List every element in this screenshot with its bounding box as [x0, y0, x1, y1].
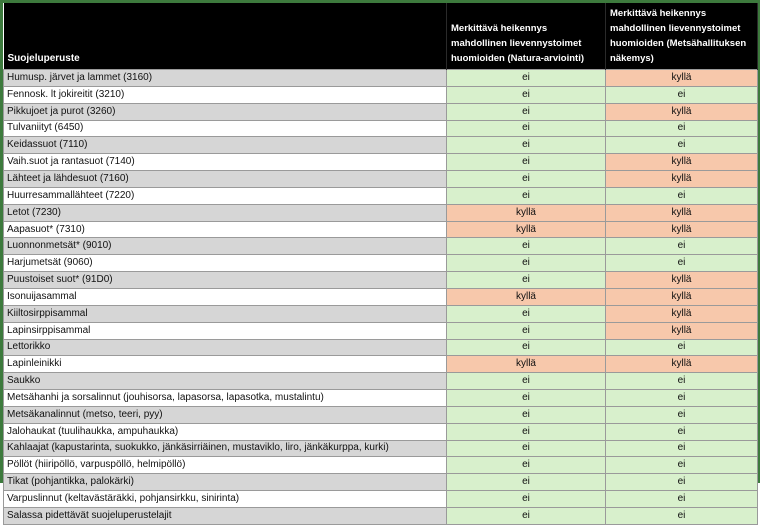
- row-name-cell: Luonnonmetsät* (9010): [4, 238, 447, 255]
- table-row: [4, 204, 758, 221]
- natura-value-cell: ei: [447, 440, 606, 457]
- protection-basis-table: [3, 3, 758, 525]
- table-row: [4, 221, 758, 238]
- row-name-cell: Vaih.suot ja rantasuot (7140): [4, 154, 447, 171]
- metsahallitus-value-cell: kyllä: [606, 70, 758, 87]
- metsahallitus-value-cell: kyllä: [606, 272, 758, 289]
- row-name-cell: Kahlaajat (kapustarinta, suokukko, jänkäsirriäinen, mustaviklo, liro, jänkäkurppa, kurki): [4, 440, 447, 457]
- row-name-cell: Jalohaukat (tuulihaukka, ampuhaukka): [4, 423, 447, 440]
- natura-value-cell: ei: [447, 474, 606, 491]
- row-name-cell: Letot (7230): [4, 204, 447, 221]
- metsahallitus-value-cell: kyllä: [606, 221, 758, 238]
- row-name-cell: Harjumetsät (9060): [4, 255, 447, 272]
- metsahallitus-value-cell: ei: [606, 86, 758, 103]
- natura-value-cell: ei: [447, 423, 606, 440]
- row-name-cell: Humusp. järvet ja lammet (3160): [4, 70, 447, 87]
- metsahallitus-value-cell: ei: [606, 491, 758, 508]
- natura-value-cell: ei: [447, 86, 606, 103]
- table-row: [4, 238, 758, 255]
- table-row: [4, 322, 758, 339]
- table-body: [4, 70, 758, 525]
- row-name-cell: Puustoiset suot* (91D0): [4, 272, 447, 289]
- metsahallitus-value-cell: ei: [606, 339, 758, 356]
- table-row: [4, 305, 758, 322]
- natura-value-cell: kyllä: [447, 221, 606, 238]
- natura-value-cell: ei: [447, 322, 606, 339]
- metsahallitus-value-cell: ei: [606, 255, 758, 272]
- natura-value-cell: ei: [447, 457, 606, 474]
- table-row: [4, 86, 758, 103]
- metsahallitus-value-cell: ei: [606, 238, 758, 255]
- natura-value-cell: ei: [447, 491, 606, 508]
- table-row: [4, 339, 758, 356]
- natura-value-cell: ei: [447, 339, 606, 356]
- metsahallitus-value-cell: ei: [606, 390, 758, 407]
- row-name-cell: Lähteet ja lähdesuot (7160): [4, 171, 447, 188]
- natura-value-cell: kyllä: [447, 204, 606, 221]
- table-row: [4, 390, 758, 407]
- natura-value-cell: ei: [447, 272, 606, 289]
- table-row: [4, 103, 758, 120]
- metsahallitus-value-cell: kyllä: [606, 305, 758, 322]
- row-name-cell: Pikkujoet ja purot (3260): [4, 103, 447, 120]
- row-name-cell: Saukko: [4, 373, 447, 390]
- table-row: [4, 288, 758, 305]
- natura-value-cell: ei: [447, 120, 606, 137]
- metsahallitus-value-cell: ei: [606, 137, 758, 154]
- natura-value-cell: ei: [447, 255, 606, 272]
- natura-value-cell: ei: [447, 373, 606, 390]
- natura-value-cell: ei: [447, 171, 606, 188]
- natura-value-cell: ei: [447, 305, 606, 322]
- row-name-cell: Metsähanhi ja sorsalinnut (jouhisorsa, lapasorsa, lapasotka, mustalintu): [4, 390, 447, 407]
- table-row: [4, 406, 758, 423]
- table-row: [4, 491, 758, 508]
- natura-value-cell: ei: [447, 238, 606, 255]
- metsahallitus-value-cell: ei: [606, 457, 758, 474]
- natura-value-cell: ei: [447, 406, 606, 423]
- natura-value-cell: ei: [447, 390, 606, 407]
- natura-value-cell: ei: [447, 137, 606, 154]
- table-row: [4, 120, 758, 137]
- natura-value-cell: ei: [447, 507, 606, 524]
- table-row: [4, 70, 758, 87]
- row-name-cell: Pöllöt (hiiripöllö, varpuspöllö, helmipöllö): [4, 457, 447, 474]
- row-name-cell: Fennosk. lt jokireitit (3210): [4, 86, 447, 103]
- metsahallitus-value-cell: ei: [606, 440, 758, 457]
- natura-value-cell: ei: [447, 154, 606, 171]
- row-name-cell: Keidassuot (7110): [4, 137, 447, 154]
- metsahallitus-value-cell: ei: [606, 406, 758, 423]
- table-row: [4, 171, 758, 188]
- table-row: [4, 423, 758, 440]
- table-row: [4, 255, 758, 272]
- header-natura-arviointi: Merkittävä heikennys mahdollinen lievennystoimet huomioiden (Natura-arviointi): [447, 3, 606, 70]
- table-row: [4, 272, 758, 289]
- row-name-cell: Tulvaniityt (6450): [4, 120, 447, 137]
- natura-value-cell: kyllä: [447, 288, 606, 305]
- metsahallitus-value-cell: kyllä: [606, 171, 758, 188]
- metsahallitus-value-cell: ei: [606, 187, 758, 204]
- row-name-cell: Varpuslinnut (keltavästäräkki, pohjansirkku, sinirinta): [4, 491, 447, 508]
- metsahallitus-value-cell: kyllä: [606, 322, 758, 339]
- row-name-cell: Isonuijasammal: [4, 288, 447, 305]
- metsahallitus-value-cell: ei: [606, 373, 758, 390]
- table-row: [4, 356, 758, 373]
- metsahallitus-value-cell: ei: [606, 120, 758, 137]
- row-name-cell: Aapasuot* (7310): [4, 221, 447, 238]
- row-name-cell: Lapinleinikki: [4, 356, 447, 373]
- metsahallitus-value-cell: kyllä: [606, 103, 758, 120]
- header-row: [4, 3, 758, 70]
- row-name-cell: Lettorikko: [4, 339, 447, 356]
- table-row: [4, 440, 758, 457]
- metsahallitus-value-cell: kyllä: [606, 204, 758, 221]
- table-row: [4, 137, 758, 154]
- table-row: [4, 154, 758, 171]
- row-name-cell: Lapinsirppisammal: [4, 322, 447, 339]
- natura-value-cell: ei: [447, 187, 606, 204]
- row-name-cell: Huurresammallähteet (7220): [4, 187, 447, 204]
- natura-value-cell: kyllä: [447, 356, 606, 373]
- table-row: [4, 507, 758, 524]
- metsahallitus-value-cell: kyllä: [606, 288, 758, 305]
- header-suojeluperuste: Suojeluperuste: [4, 3, 447, 70]
- metsahallitus-value-cell: ei: [606, 507, 758, 524]
- table-row: [4, 187, 758, 204]
- metsahallitus-value-cell: ei: [606, 474, 758, 491]
- table-row: [4, 474, 758, 491]
- header-metsahallitus: Merkittävä heikennys mahdollinen lievennystoimet huomioiden (Metsähallituksen näkemys): [606, 3, 758, 70]
- row-name-cell: Metsäkanalinnut (metso, teeri, pyy): [4, 406, 447, 423]
- table-row: [4, 373, 758, 390]
- metsahallitus-value-cell: kyllä: [606, 356, 758, 373]
- natura-value-cell: ei: [447, 70, 606, 87]
- row-name-cell: Tikat (pohjantikka, palokärki): [4, 474, 447, 491]
- metsahallitus-value-cell: kyllä: [606, 154, 758, 171]
- row-name-cell: Salassa pidettävät suojeluperustelajit: [4, 507, 447, 524]
- metsahallitus-value-cell: ei: [606, 423, 758, 440]
- natura-value-cell: ei: [447, 103, 606, 120]
- table-row: [4, 457, 758, 474]
- row-name-cell: Kiiltosirppisammal: [4, 305, 447, 322]
